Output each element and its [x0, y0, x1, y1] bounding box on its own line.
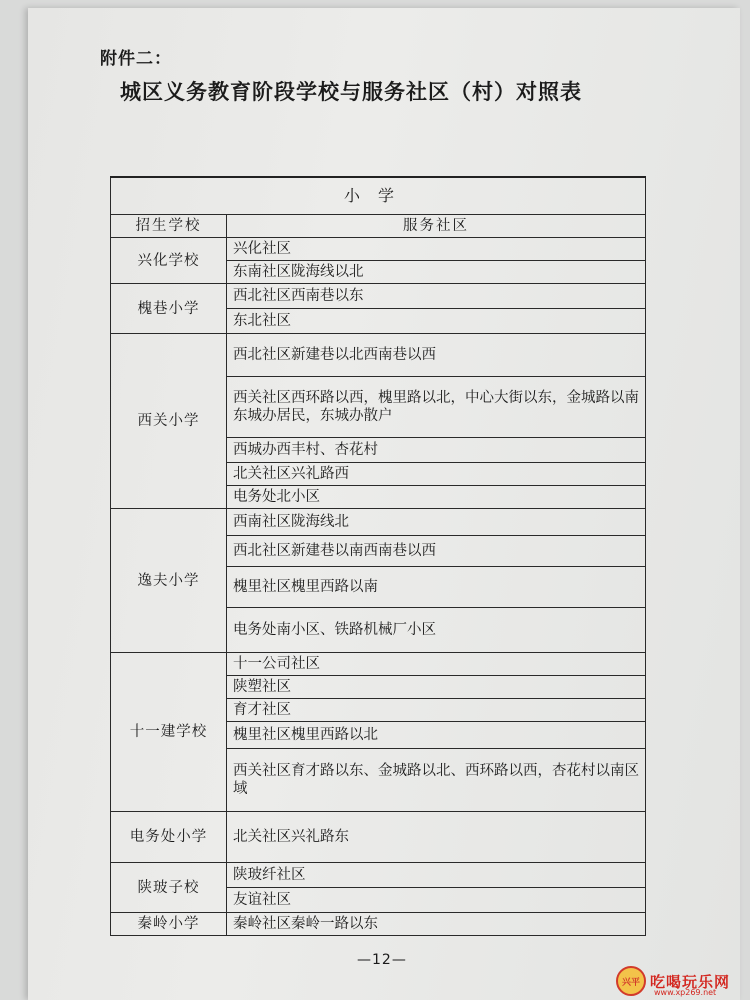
community-cell: 陕塑社区 — [227, 676, 646, 699]
community-cell: 十一公司社区 — [227, 653, 646, 676]
school-name: 电务处小学 — [111, 812, 227, 863]
school-name: 西关小学 — [111, 334, 227, 509]
community-cell: 东南社区陇海线以北 — [227, 261, 646, 284]
community-cell: 西北社区新建巷以南西南巷以西 — [227, 536, 646, 567]
school-community-table — [110, 176, 646, 936]
header-school: 招生学校 — [111, 215, 227, 238]
table-row — [111, 238, 646, 261]
school-name: 槐巷小学 — [111, 284, 227, 334]
table-row — [111, 863, 646, 888]
mascot-icon: 兴平 — [616, 966, 646, 996]
community-cell: 北关社区兴礼路西 — [227, 463, 646, 486]
community-cell: 槐里社区槐里西路以北 — [227, 722, 646, 749]
table-row — [111, 913, 646, 936]
community-cell: 西城办西丰村、杏花村 — [227, 438, 646, 463]
header-community: 服务社区 — [227, 215, 646, 238]
community-cell: 陕玻纤社区 — [227, 863, 646, 888]
table-caption: 小学 — [111, 177, 646, 215]
community-cell: 秦岭社区秦岭一路以东 — [227, 913, 646, 936]
school-name: 十一建学校 — [111, 653, 227, 812]
document-title: 城区义务教育阶段学校与服务社区（村）对照表 — [120, 80, 582, 104]
community-cell: 西北社区新建巷以北西南巷以西 — [227, 334, 646, 377]
school-name: 陕玻子校 — [111, 863, 227, 913]
page-number: —12— — [357, 952, 407, 968]
community-cell: 育才社区 — [227, 699, 646, 722]
school-name: 兴化学校 — [111, 238, 227, 284]
community-cell: 西关社区育才路以东、金城路以北、西环路以西，杏花村以南区域 — [227, 749, 646, 812]
watermark-name: 吃喝玩乐网 — [650, 972, 731, 991]
community-cell: 西关社区西环路以西，槐里路以北，中心大街以东，金城路以南东城办居民，东城办散户 — [227, 377, 646, 438]
table-row — [111, 509, 646, 536]
attachment-label: 附件二： — [100, 49, 172, 69]
community-cell: 电务处南小区、铁路机械厂小区 — [227, 608, 646, 653]
table-row — [111, 812, 646, 863]
site-watermark-logo — [616, 966, 746, 996]
community-cell: 西北社区西南巷以东 — [227, 284, 646, 309]
community-cell: 兴化社区 — [227, 238, 646, 261]
watermark-url: www.xp269.net — [654, 988, 717, 997]
table-row — [111, 653, 646, 676]
school-name: 秦岭小学 — [111, 913, 227, 936]
community-cell: 友谊社区 — [227, 888, 646, 913]
community-cell: 东北社区 — [227, 309, 646, 334]
community-cell: 北关社区兴礼路东 — [227, 812, 646, 863]
table-row — [111, 284, 646, 309]
school-name: 逸夫小学 — [111, 509, 227, 653]
community-cell: 西南社区陇海线北 — [227, 509, 646, 536]
table-row — [111, 334, 646, 377]
community-cell: 槐里社区槐里西路以南 — [227, 567, 646, 608]
community-cell: 电务处北小区 — [227, 486, 646, 509]
